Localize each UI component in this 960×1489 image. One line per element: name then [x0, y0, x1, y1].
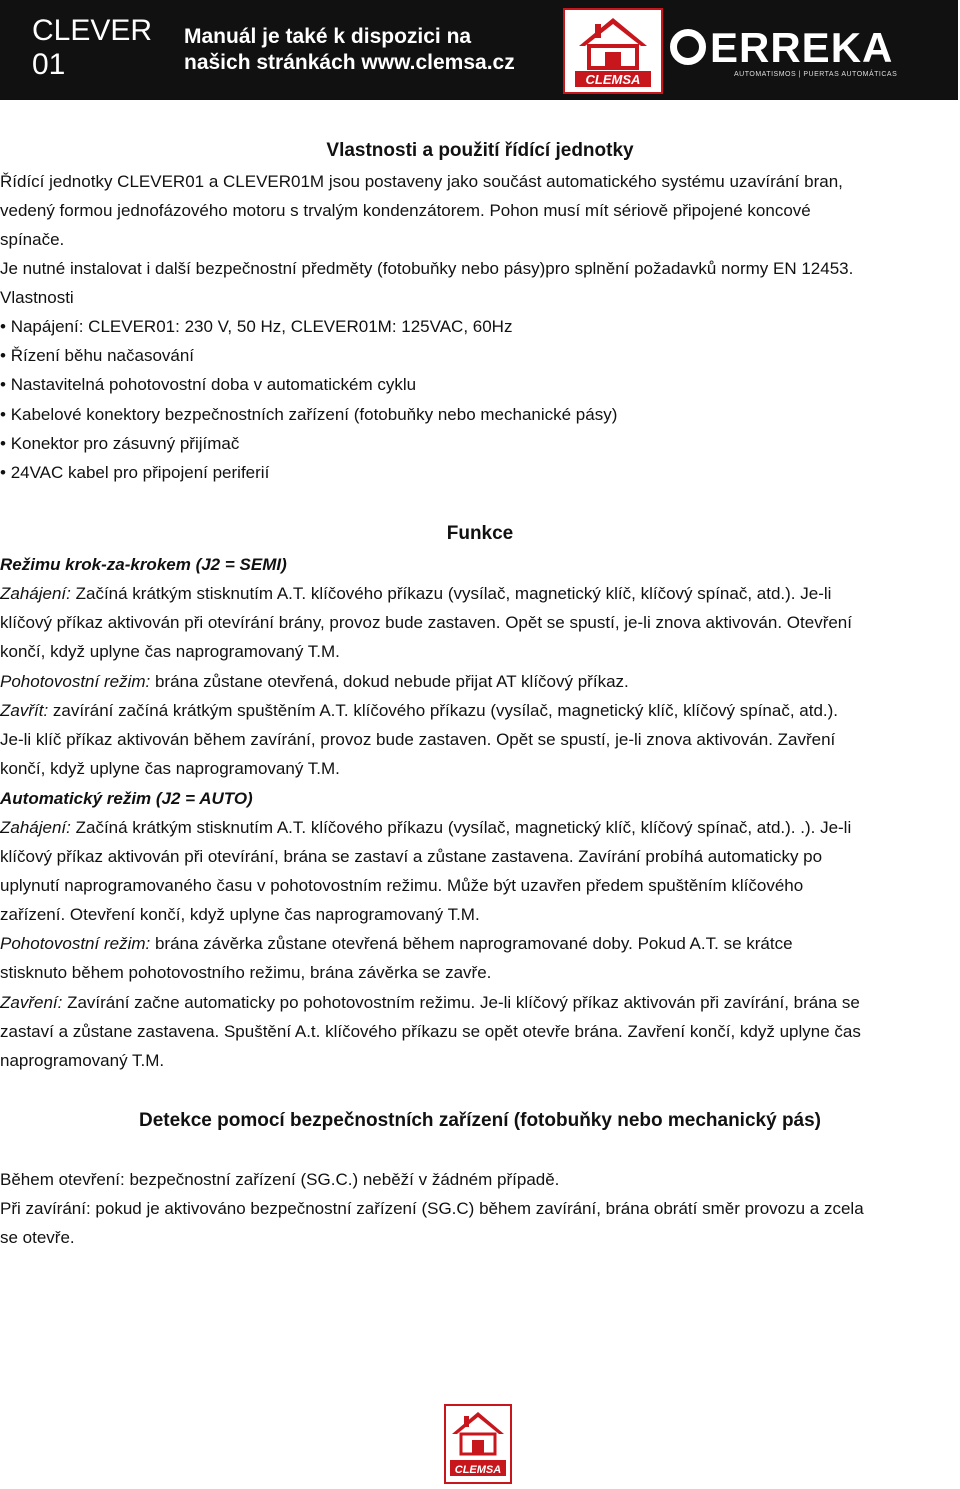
- auto-start-line-1: [0, 817, 851, 839]
- auto-start-line-3: uplynutí naprogramovaného času v pohotovostním režimu. Může být uzavřen předem spuštěním klíčového: [0, 876, 804, 895]
- footer-clemsa-house-icon: [444, 1404, 512, 1484]
- features-heading: Vlastnosti: [0, 288, 74, 307]
- feature-item: • 24VAC kabel pro připojení periferií: [0, 463, 270, 482]
- erreka-mark-icon: [670, 29, 706, 65]
- clemsa-house-icon: [565, 10, 661, 92]
- semi-standby-line: [0, 671, 629, 693]
- feature-item: • Nastavitelná pohotovostní doba v automatickém cyklu: [0, 375, 417, 394]
- feature-item: • Napájení: CLEVER01: 230 V, 50 Hz, CLEVER01M: 125VAC, 60Hz: [0, 317, 513, 336]
- intro-line-3: spínače.: [0, 230, 65, 249]
- manual-notice-line-2: našich stránkách www.clemsa.cz: [184, 51, 515, 74]
- semi-close-text: zavírání začíná krátkým spuštěním A.T. klíčového příkazu (vysílač, magnetický klíč, klíčový spínač, atd.).: [48, 701, 839, 720]
- semi-mode-heading: Režimu krok-za-krokem (J2 = SEMI): [0, 555, 287, 574]
- feature-item: • Kabelové konektory bezpečnostních zařízení (fotobuňky nebo mechanické pásy): [0, 405, 618, 424]
- auto-standby-text: brána závěrka zůstane otevřená během naprogramované doby. Pokud A.T. se krátce: [150, 934, 793, 953]
- model-line-1: CLEVER: [32, 14, 153, 47]
- semi-start-line-3: končí, když uplyne čas naprogramovaný T.M.: [0, 642, 340, 661]
- header-banner: [0, 0, 958, 100]
- clemsa-logo-text: CLEMSA: [585, 72, 641, 87]
- clemsa-logo: [563, 8, 663, 94]
- footer-clemsa-text: CLEMSA: [454, 1464, 502, 1476]
- semi-standby-label: Pohotovostní režim:: [0, 672, 151, 691]
- detection-line-1: Během otevření: bezpečnostní zařízení (SG.C.) neběží v žádném případě.: [0, 1170, 560, 1189]
- feature-text: Napájení: CLEVER01: 230 V, 50 Hz, CLEVER01M: 125VAC, 60Hz: [10, 317, 513, 336]
- auto-start-label: Zahájení:: [0, 818, 71, 837]
- auto-close-line-3: naprogramovaný T.M.: [0, 1051, 165, 1070]
- detection-line-2: Při zavírání: pokud je aktivováno bezpečnostní zařízení (SG.C) během zavírání, brána obrátí směr provozu a zcela: [0, 1199, 864, 1218]
- semi-start-text: Začíná krátkým stisknutím A.T. klíčového příkazu (vysílač, magnetický klíč, klíčový spínač, atd.). Je-li: [70, 584, 832, 603]
- feature-text: Kabelové konektory bezpečnostních zařízení (fotobuňky nebo mechanické pásy): [10, 405, 618, 424]
- semi-close-line-3: končí, když uplyne čas naprogramovaný T.M.: [0, 759, 340, 778]
- auto-start-text: Začíná krátkým stisknutím A.T. klíčového příkazu (vysílač, magnetický klíč, klíčový spínač, atd.). .). Je-li: [70, 818, 852, 837]
- model-line-2: 01: [32, 48, 66, 81]
- auto-close-line-1: [0, 992, 860, 1014]
- semi-start-line-2: klíčový příkaz aktivován při otevírání brány, provoz bude zastaven. Opět se spustí, je-li znova aktivován. Otevření: [0, 613, 852, 632]
- auto-start-line-4: zařízení. Otevření končí, když uplyne čas naprogramovaný T.M.: [0, 905, 480, 924]
- footer-clemsa-logo: [444, 1404, 512, 1484]
- semi-close-label: Zavřít:: [0, 701, 49, 720]
- feature-item: • Konektor pro zásuvný přijímač: [0, 434, 240, 453]
- feature-text: Konektor pro zásuvný přijímač: [10, 434, 240, 453]
- feature-item: • Řízení běhu načasování: [0, 346, 195, 365]
- semi-start-label: Zahájení:: [0, 584, 71, 603]
- semi-close-line-1: [0, 700, 838, 722]
- manual-notice-line-1: Manuál je také k dispozici na: [184, 25, 472, 48]
- feature-text: Řízení běhu načasování: [10, 346, 195, 365]
- feature-text: Nastavitelná pohotovostní doba v automatickém cyklu: [10, 375, 417, 394]
- semi-close-line-2: Je-li klíč příkaz aktivován během zavírání, provoz bude zastaven. Opět se spustí, je-li znova aktivován. Zavření: [0, 730, 836, 749]
- auto-close-label: Zavření:: [0, 993, 63, 1012]
- manual-notice: [184, 24, 515, 76]
- auto-close-text: Zavírání začne automaticky po pohotovostním režimu. Je-li klíčový příkaz aktivován při zavírání, brána se: [62, 993, 860, 1012]
- erreka-tagline: AUTOMATISMOS | PUERTAS AUTOMÁTICAS: [734, 71, 898, 78]
- erreka-logo-text: ERREKA: [710, 24, 894, 71]
- intro-line-1: Řídící jednotky CLEVER01 a CLEVER01M jsou postaveny jako součást automatického systému uzavírání bran,: [0, 172, 843, 191]
- feature-text: 24VAC kabel pro připojení periferií: [10, 463, 270, 482]
- section-title: Vlastnosti a použití řídící jednotky: [326, 140, 634, 161]
- funkce-heading: Funkce: [446, 523, 514, 544]
- auto-standby-label: Pohotovostní režim:: [0, 934, 151, 953]
- semi-standby-text: brána zůstane otevřená, dokud nebude přijat AT klíčový příkaz.: [150, 672, 629, 691]
- auto-close-line-2: zastaví a zůstane zastavena. Spuštění A.t. klíčového příkazu se opět otevře brána. Zavření končí, když uplyne čas: [0, 1022, 861, 1041]
- detection-heading: Detekce pomocí bezpečnostních zařízení (fotobuňky nebo mechanický pás): [138, 1110, 822, 1131]
- auto-standby-line-2: stisknuto během pohotovostního režimu, brána závěrka se zavře.: [0, 963, 492, 982]
- erreka-logo: [670, 26, 893, 70]
- auto-standby-line-1: [0, 933, 793, 955]
- auto-start-line-2: klíčový příkaz aktivován při otevírání, brána se zastaví a zůstane zastavena. Zavírání probíhá automaticky po: [0, 847, 823, 866]
- intro-line-2: vedený formou jednofázového motoru s trvalým kondenzátorem. Pohon musí mít sériově připojené koncové: [0, 201, 811, 220]
- semi-start-line-1: [0, 583, 831, 605]
- auto-mode-heading: Automatický režim (J2 = AUTO): [0, 789, 253, 808]
- intro-line-4: Je nutné instalovat i další bezpečnostní předměty (fotobuňky nebo pásy)pro splnění požadavků normy EN 12453.: [0, 259, 854, 278]
- model-name: [32, 14, 152, 82]
- detection-line-3: se otevře.: [0, 1228, 75, 1247]
